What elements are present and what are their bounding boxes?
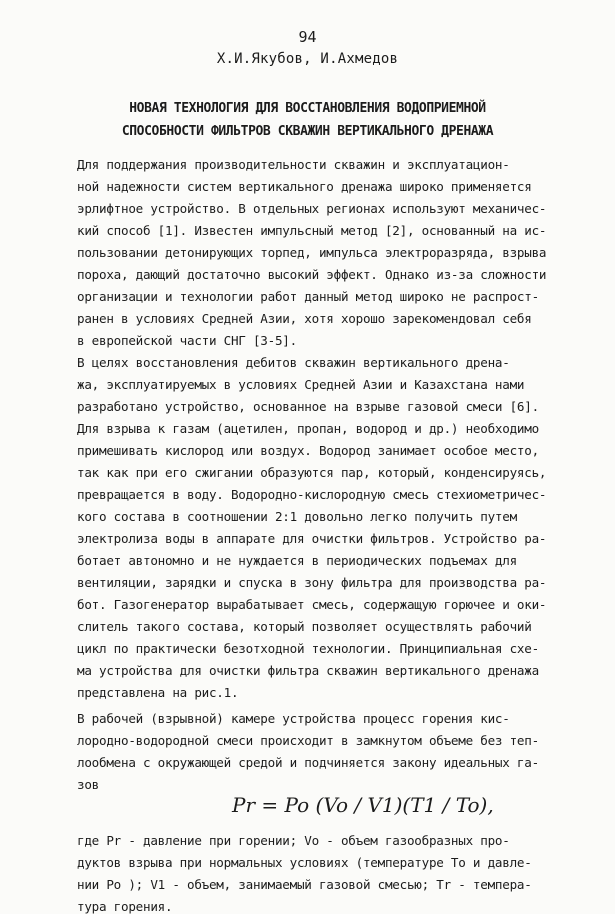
- paragraph-line: лообмена с окружающей средой и подчиняется закону идеальных га-: [77, 755, 539, 770]
- paragraph-line: ботает автономно и не нуждается в периодических подъемах для: [77, 553, 517, 568]
- paragraph-line: кого состава в соотношении 2:1 довольно легко получить путем: [77, 509, 517, 524]
- paragraph-line: слитель такого состава, который позволяет осуществлять рабочий: [77, 619, 532, 634]
- definition-line: где Pr - давление при горении; Vo - объем газообразных про-: [77, 833, 510, 848]
- paragraph-line: Для взрыва к газам (ацетилен, пропан, водород и др.) необходимо: [77, 421, 539, 436]
- paragraph-line: бот. Газогенератор вырабатывает смесь, содержащую горючее и оки-: [77, 597, 547, 612]
- paragraph-line: примешивать кислород или воздух. Водород занимает особое место,: [77, 443, 539, 458]
- title-line: НОВАЯ ТЕХНОЛОГИЯ ДЛЯ ВОССТАНОВЛЕНИЯ ВОДОПРИЕМНОЙ: [129, 101, 486, 116]
- paragraph-line: представлена на рис.1.: [77, 685, 239, 700]
- paragraph-line: В целях восстановления дебитов скважин вертикального дрена-: [77, 355, 510, 370]
- paragraph-line: ранен в условиях Средней Азии, хотя хорошо зарекомендовал себя: [77, 311, 532, 326]
- paragraph-line: так как при его сжигании образуются пар, который, конденсируясь,: [77, 465, 547, 480]
- formula: Pr = Po (Vo / V1)(T1 / To),: [232, 793, 494, 817]
- paragraph-line: электролиза воды в аппарате для очистки фильтров. Устройство ра-: [77, 531, 547, 546]
- paragraph-line: В рабочей (взрывной) камере устройства процесс горения кис-: [77, 711, 510, 726]
- paragraph-line: лородно-водородной смеси происходит в замкнутом объеме без теп-: [77, 733, 539, 748]
- authors: Х.И.Якубов, И.Ахмедов: [216, 51, 399, 67]
- paragraph-line: кий способ [1]. Известен импульсный метод [2], основанный на ис-: [77, 223, 547, 238]
- paragraph-line: превращается в воду. Водородно-кислородную смесь стехиометричес-: [77, 487, 547, 502]
- paragraph-line: пользовании детонирующих торпед, импульса электроразряда, взрыва: [77, 245, 547, 260]
- paragraph-line: организации и технологии работ данный метод широко не распрост-: [77, 289, 539, 304]
- paragraph-line: ма устройства для очистки фильтра скважин вертикального дренажа: [77, 663, 539, 678]
- paragraph-line: в европейской части СНГ [3-5].: [77, 333, 297, 348]
- page-number: 94: [298, 28, 317, 46]
- paragraph-line: Для поддержания производительности скважин и эксплуатацион-: [77, 157, 510, 172]
- paragraph-line: разработано устройство, основанное на взрыве газовой смеси [6].: [77, 399, 539, 414]
- paragraph-line: жа, эксплуатируемых в условиях Средней Азии и Казахстана нами: [77, 377, 525, 392]
- paragraph-line: цикл по практически безотходной технологии. Принципиальная схе-: [77, 641, 539, 656]
- definition-line: дуктов взрыва при нормальных условиях (температуре To и давле-: [77, 855, 532, 870]
- paragraph-line: вентиляции, зарядки и спуска в зону фильтра для производства ра-: [77, 575, 547, 590]
- paragraph-line: эрлифтное устройство. В отдельных регионах используют механичес-: [77, 201, 547, 216]
- paragraph-line: пороха, дающий достаточно высокий эффект. Однако из-за сложности: [77, 267, 547, 282]
- paragraph-line: ной надежности систем вертикального дренажа широко применяется: [77, 179, 532, 194]
- paragraph-line: зов: [77, 777, 99, 792]
- definition-line: нии Po ); V1 - объем, занимаемый газовой смесью; Tr - темпера-: [77, 877, 532, 892]
- title-line: СПОСОБНОСТИ ФИЛЬТРОВ СКВАЖИН ВЕРТИКАЛЬНОГО ДРЕНАЖА: [121, 124, 494, 139]
- definition-line: тура горения.: [77, 899, 173, 914]
